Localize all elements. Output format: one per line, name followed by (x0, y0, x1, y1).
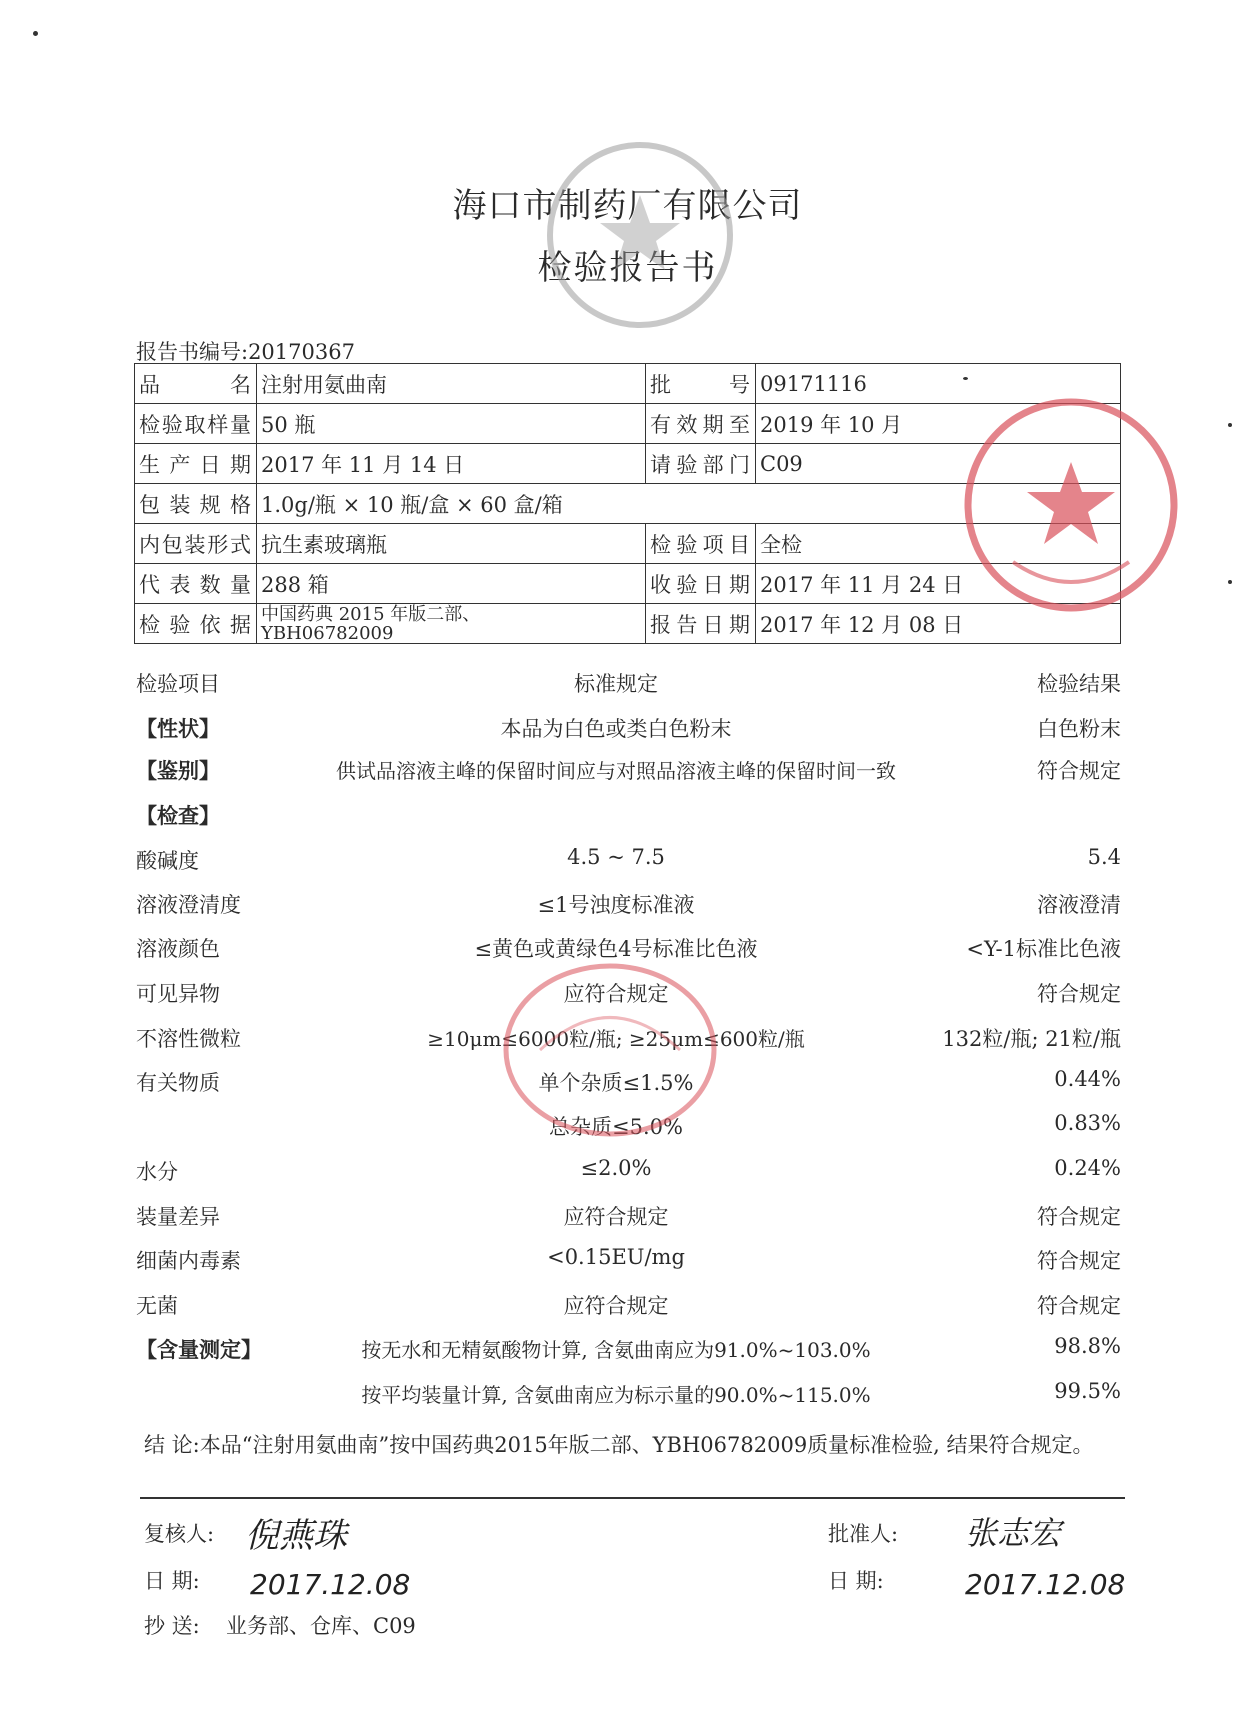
result-row (136, 800, 1121, 830)
cc-value: 业务部、仓库、C09 (226, 1614, 416, 1638)
result-item: 【性状】 (136, 716, 220, 741)
result-standard: 单个杂质≤1.5% (538, 1071, 694, 1095)
results-header (136, 668, 1121, 698)
quality-dept-stamp (958, 392, 1184, 618)
result-standard: 应符合规定 (563, 1294, 669, 1318)
document-title: 检验报告书 (537, 248, 718, 288)
result-value: 溶液澄清 (1037, 893, 1121, 917)
mfg-value: 2017 年 11 月 14 日 (257, 444, 646, 484)
result-row (136, 889, 1121, 919)
result-item: 溶液颜色 (136, 937, 220, 961)
product-value: 注射用氨曲南 (257, 364, 646, 404)
reviewer-label: 复核人: (144, 1522, 215, 1546)
reviewer-signature: 倪燕珠 (245, 1516, 347, 1556)
result-standard: <0.15EU/mg (547, 1245, 685, 1269)
result-row (136, 1334, 1121, 1364)
item-label: 检验项目 (646, 524, 756, 564)
recv-value: 2017 年 11 月 24 日 (756, 564, 1121, 604)
scan-speck (33, 31, 38, 36)
result-item: 【含量测定】 (136, 1337, 262, 1362)
spec-label: 包装规格 (135, 484, 257, 524)
result-value: 符合规定 (1037, 982, 1121, 1006)
header-standard: 标准规定 (574, 672, 658, 696)
report-date-value: 2017 年 12 月 08 日 (756, 604, 1121, 644)
basis-line-2: YBH06782009 (261, 622, 394, 644)
result-standard: 按无水和无精氨酸物计算, 含氨曲南应为91.0%~103.0% (361, 1338, 871, 1362)
result-item: 【鉴别】 (136, 758, 220, 783)
result-standard: 本品为白色或类白色粉末 (500, 717, 732, 741)
date-right: 2017.12.08 (965, 1568, 1126, 1601)
result-standard: 供试品溶液主峰的保留时间应与对照品溶液主峰的保留时间一致 (336, 759, 896, 783)
date-label-left: 日 期: (144, 1569, 200, 1593)
approver-label: 批准人: (828, 1522, 899, 1546)
result-item: 不溶性微粒 (136, 1027, 241, 1051)
result-standard: ≤黄色或黄绿色4号标准比色液 (474, 937, 758, 961)
result-row (136, 713, 1121, 743)
qty-value: 288 箱 (257, 564, 646, 604)
divider (140, 1497, 1125, 1499)
result-value: 5.4 (1087, 845, 1121, 869)
result-standard: 按平均装量计算, 含氨曲南应为标示量的90.0%~115.0% (361, 1383, 871, 1407)
result-value: 98.8% (1054, 1334, 1121, 1358)
result-standard: 应符合规定 (563, 1205, 669, 1229)
sample-label: 检验取样量 (135, 404, 257, 444)
date-label-right: 日 期: (828, 1569, 884, 1593)
expiry-value: 2019 年 10 月 (756, 404, 1121, 444)
result-value: 0.83% (1054, 1111, 1121, 1135)
item-value: 全检 (756, 524, 1121, 564)
basis-value (257, 604, 646, 644)
cc-label: 抄 送: (144, 1614, 200, 1638)
pack-label: 内包装形式 (135, 524, 257, 564)
result-value: 白色粉末 (1037, 717, 1121, 741)
scan-speck (1228, 580, 1232, 584)
report-number: 报告书编号:20170367 (136, 340, 355, 364)
result-item: 可见异物 (136, 982, 220, 1006)
result-standard: 应符合规定 (563, 982, 669, 1006)
batch-value: 09171116 (756, 364, 1121, 404)
result-item: 细菌内毒素 (136, 1249, 241, 1273)
date-left: 2017.12.08 (250, 1568, 411, 1601)
result-value: 符合规定 (1037, 1294, 1121, 1318)
expiry-label: 有效期至 (646, 404, 756, 444)
result-value: 符合规定 (1037, 1205, 1121, 1229)
qty-label: 代表数量 (135, 564, 257, 604)
basis-line-1: 中国药典 2015 年版二部、 (261, 603, 481, 625)
result-item: 无菌 (136, 1294, 178, 1318)
result-value: 0.44% (1054, 1067, 1121, 1091)
product-label: 品 名 (135, 364, 257, 404)
approver-signature: 张志宏 (965, 1514, 1062, 1552)
result-row (136, 755, 1121, 785)
result-standard: ≤2.0% (580, 1156, 652, 1180)
result-row (136, 1290, 1121, 1320)
result-standard: 总杂质≤5.0% (549, 1115, 683, 1139)
result-row (136, 1201, 1121, 1231)
conclusion (144, 1423, 1129, 1467)
result-item: 【检查】 (136, 803, 220, 828)
result-value: 132粒/瓶; 21粒/瓶 (942, 1027, 1121, 1051)
dept-label: 请验部门 (646, 444, 756, 484)
recv-label: 收验日期 (646, 564, 756, 604)
mfg-label: 生产日期 (135, 444, 257, 484)
sample-value: 50 瓶 (257, 404, 646, 444)
scan-speck (1228, 423, 1232, 427)
conclusion-label: 结 论: (144, 1433, 200, 1457)
result-standard: 4.5 ~ 7.5 (567, 845, 665, 869)
result-item: 溶液澄清度 (136, 893, 241, 917)
batch-label: 批 号 (646, 364, 756, 404)
spec-value: 1.0g/瓶 × 10 瓶/盒 × 60 盒/箱 (257, 484, 1121, 524)
result-value: 99.5% (1054, 1379, 1121, 1403)
result-standard: ≤1号浊度标准液 (537, 893, 695, 917)
header-result: 检验结果 (1037, 672, 1121, 696)
result-row (136, 1156, 1121, 1186)
result-row (136, 845, 1121, 875)
result-value: <Y-1标准比色液 (966, 937, 1121, 961)
company-name: 海口市制药厂有限公司 (452, 186, 803, 226)
result-row (136, 1379, 1121, 1409)
conclusion-text: 本品“注射用氨曲南”按中国药典2015年版二部、YBH06782009质量标准检验, 结果符合规定。 (199, 1433, 1094, 1457)
pack-value: 抗生素玻璃瓶 (257, 524, 646, 564)
result-item: 装量差异 (136, 1205, 220, 1229)
inspection-stamp (540, 135, 740, 335)
dept-value: C09 (756, 444, 1121, 484)
header-item: 检验项目 (136, 672, 220, 696)
result-value: 符合规定 (1037, 1249, 1121, 1273)
supplier-stamp (495, 955, 725, 1145)
result-value: 0.24% (1054, 1156, 1121, 1180)
result-item: 水分 (136, 1160, 178, 1184)
result-row (136, 1245, 1121, 1275)
result-item: 有关物质 (136, 1071, 220, 1095)
result-item: 酸碱度 (136, 849, 199, 873)
basis-label: 检验依据 (135, 604, 257, 644)
result-standard: ≥10μm≤6000粒/瓶; ≥25μm≤600粒/瓶 (427, 1027, 805, 1051)
result-value: 符合规定 (1037, 759, 1121, 783)
report-date-label: 报告日期 (646, 604, 756, 644)
scan-speck (963, 377, 968, 380)
